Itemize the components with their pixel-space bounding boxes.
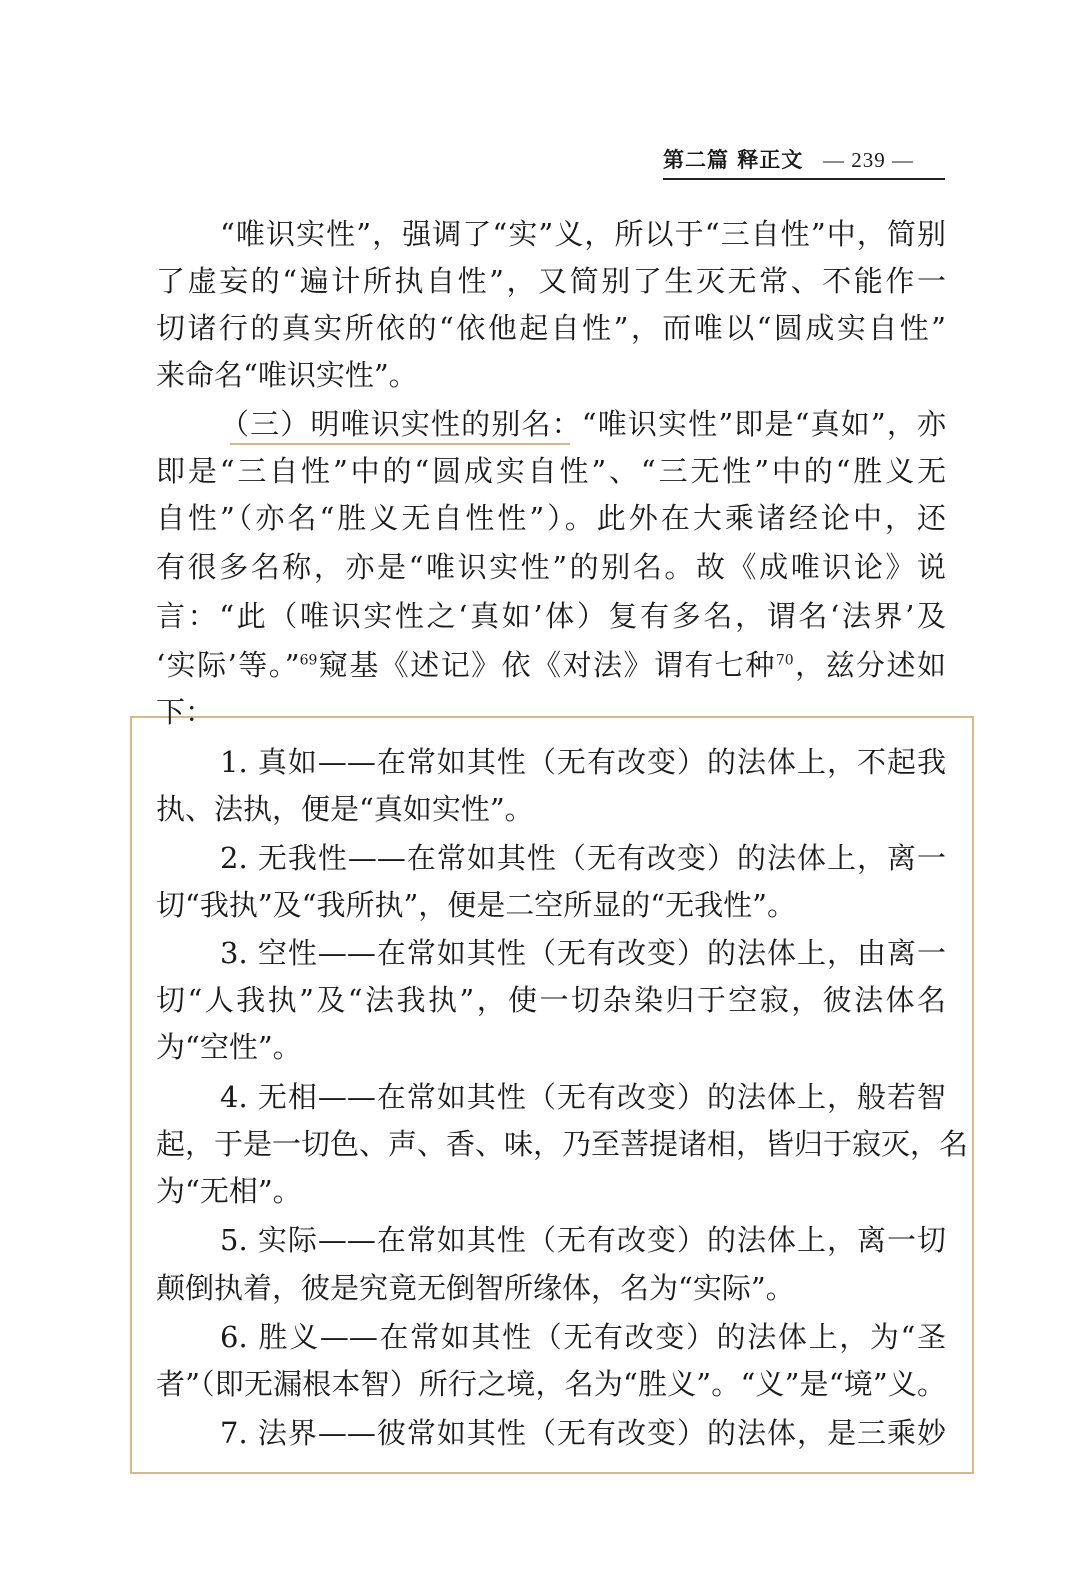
text-line: 了虚妄的“遍计所执自性”，又简别了生灭无常、不能作一 [156, 264, 946, 298]
list-item-line: 7. 法界——彼常如其性（无有改变）的法体，是三乘妙 [220, 1416, 946, 1450]
section-title: 第二篇 释正文 [663, 147, 804, 172]
text-line: 下： [156, 695, 215, 729]
list-item-line: 4. 无相——在常如其性（无有改变）的法体上，般若智 [220, 1080, 946, 1114]
text-segment: ‘实际’等。” [156, 648, 300, 682]
text-line: 切诸行的真实所依的“依他起自性”，而唯以“圆成实自性” [156, 311, 946, 345]
text-line: 自性”（亦名“胜义无自性性”）。此外在大乘诸经论中，还 [156, 501, 946, 535]
text-line: 来命名“唯识实性”。 [156, 358, 418, 392]
text-segment: 窥基《述记》依《对法》谓有七种 [317, 648, 776, 682]
list-item-line: 切“我执”及“我所执”，便是二空所显的“无我性”。 [156, 888, 796, 922]
note-ref: 70 [775, 652, 794, 669]
list-item-line: 起，于是一切色、声、香、味，乃至菩提诸相，皆归于寂灭，名 [156, 1127, 969, 1161]
text-segment: ，兹分述如 [793, 648, 946, 682]
list-item-line: 为“空性”。 [156, 1030, 302, 1064]
list-item-line: 1. 真如——在常如其性（无有改变）的法体上，不起我 [220, 745, 946, 779]
list-item-line: 6. 胜义——在常如其性（无有改变）的法体上，为“圣 [220, 1320, 946, 1354]
list-item-line: 5. 实际——在常如其性（无有改变）的法体上，离一切 [220, 1223, 946, 1257]
text-line: 即是“三自性”中的“圆成实自性”、“三无性”中的“胜义无 [156, 454, 946, 488]
running-header [663, 144, 945, 180]
list-item-line: 为“无相”。 [156, 1174, 302, 1208]
note-ref: 69 [299, 652, 318, 669]
text-line: 言：“此（唯识实性之‘真如’体）复有多名，谓名‘法界’及 [156, 599, 946, 633]
list-item-line: 切“人我执”及“法我执”，使一切杂染归于空寂，彼法体名 [156, 983, 946, 1017]
list-item-line: 者”（即无漏根本智）所行之境，名为“胜义”。“义”是“境”义。 [156, 1367, 946, 1401]
page-number: — 239 — [823, 148, 914, 172]
text-line-with-notes [156, 643, 946, 687]
text-line: “唯识实性”，强调了“实”义，所以于“三自性”中，简别 [220, 217, 946, 251]
list-item-line: 3. 空性——在常如其性（无有改变）的法体上，由离一 [220, 936, 946, 970]
list-item-line: 2. 无我性——在常如其性（无有改变）的法体上，离一 [220, 841, 946, 875]
text-line: （三）明唯识实性的别名：“唯识实性”即是“真如”，亦 [220, 407, 946, 441]
list-item-line: 执、法执，便是“真如实性”。 [156, 792, 534, 826]
list-item-line: 颠倒执着，彼是究竟无倒智所缘体，名为“实际”。 [156, 1271, 795, 1305]
text-line: 有很多名称，亦是“唯识实性”的别名。故《成唯识论》说 [156, 550, 946, 584]
